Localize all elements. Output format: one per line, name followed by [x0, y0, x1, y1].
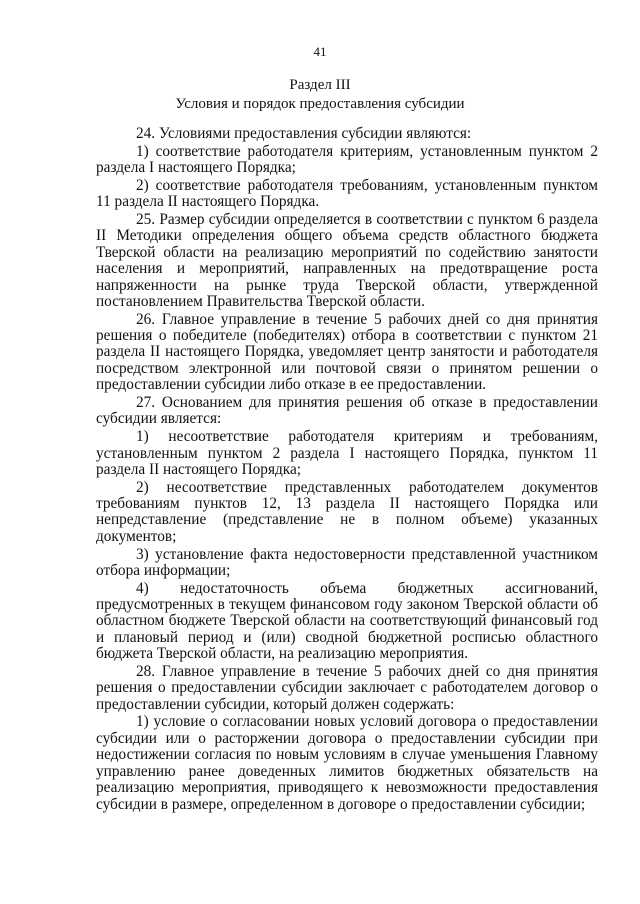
paragraph-27-item-2: 2) несоответствие представленных работодателем документов требованиям пунктов 12, 13 раздела II настоящего Порядка или непредставление (представление не в полном объеме) указанных документов;: [96, 478, 598, 545]
paragraph-27-item-1: 1) несоответствие работодателя критериям и требованиям, установленным пунктом 2 раздела I настоящего Порядка, пунктом 11 раздела II настоящего Порядка;: [96, 428, 598, 478]
paragraph-28-item-1: 1) условие о согласовании новых условий договора о предоставлении субсидии или о расторжении договора о предоставлении субсидии при недостижении согласия по новым условиям в случае уменьшения Главному управлению ранее доведенных лимитов бюджетных обязательств на реализацию мероприятия, приводящего к невозможности предоставления субсидии в размере, определенном в договоре о предоставлении субсидии;: [96, 713, 598, 813]
paragraph-28: 28. Главное управление в течение 5 рабочих дней со дня принятия решения о предоставлении субсидии заключает с работодателем договор о предоставлении субсидии, который должен содержать:: [96, 662, 598, 713]
paragraph-27-item-4: 4) недостаточность объема бюджетных ассигнований, предусмотренных в текущем финансовом году законом Тверской области об областном бюджете Тверской области на соответствующий финансовый год и плановый период и (или) сводной бюджетной росписью областного бюджета Тверской области, на реализацию мероприятия.: [96, 579, 598, 663]
paragraph-24-item-2: 2) соответствие работодателя требованиям, установленным пунктом 11 раздела II настоящего Порядка.: [96, 176, 598, 211]
paragraph-26: 26. Главное управление в течение 5 рабочих дней со дня принятия решения о победителе (победителях) отбора в соответствии с пунктом 21 раздела II настоящего Порядка, уведомляет центр занятости и работодателя посредством электронной или почтовой связи о принятом решении о предоставлении субсидии либо отказе в ее предоставлении.: [96, 310, 598, 394]
page-number: 41: [313, 44, 327, 59]
document-body: [96, 126, 598, 813]
paragraph-24: 24. Условиями предоставления субсидии являются:: [136, 125, 472, 142]
section-subtitle: Условия и порядок предоставления субсидии: [175, 96, 465, 112]
paragraph-27: 27. Основанием для принятия решения об отказе в предоставлении субсидии является:: [96, 393, 598, 428]
section-heading: [0, 76, 640, 114]
section-title: Раздел III: [289, 77, 351, 93]
paragraph-25: 25. Размер субсидии определяется в соответствии с пунктом 6 раздела II Методики определения общего объема средств областного бюджета Тверской области на реализацию мероприятий по содействию занятости населения и мероприятий, направленных на предотвращение роста напряженности на рынке труда Тверской области, утвержденной постановлением Правительства Тверской области.: [96, 210, 598, 310]
paragraph-27-item-3: 3) установление факта недостоверности представленной участником отбора информации;: [96, 545, 598, 579]
paragraph-24-item-1: 1) соответствие работодателя критериям, установленным пунктом 2 раздела I настоящего Порядка;: [96, 142, 598, 177]
